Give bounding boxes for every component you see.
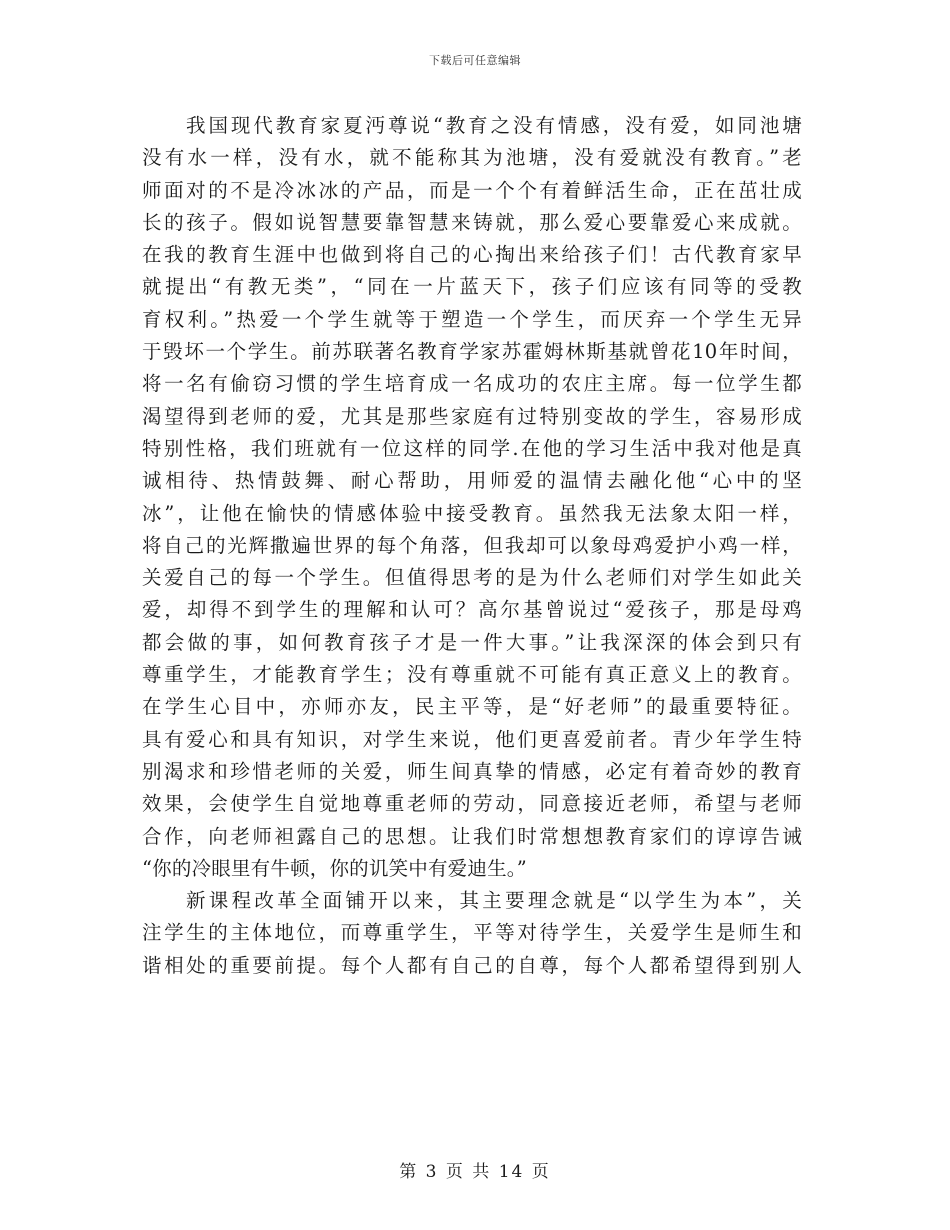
document-body (142, 110, 802, 982)
text-line: 诚相待、热情鼓舞、耐心帮助，用师爱的温情去融化他“心中的坚 (142, 469, 802, 493)
text-line: 没有水一样，没有水，就不能称其为池塘，没有爱就没有教育。”老 (142, 146, 802, 170)
text-line: 我国现代教育家夏沔尊说“教育之没有情感，没有爱，如同池塘 (186, 114, 802, 137)
text-line: 别渴求和珍惜老师的关爱，师生间真挚的情感，必定有着奇妙的教育 (142, 759, 802, 783)
text-line: 具有爱心和具有知识，对学生来说，他们更喜爱前者。青少年学生特 (142, 727, 802, 751)
page-number-footer: 第 3 页 共 14 页 (399, 1162, 551, 1182)
text-line: “你的冷眼里有牛顿，你的讥笑中有爱迪生。” (142, 856, 527, 880)
text-line: 新课程改革全面铺开以来，其主要理念就是“以学生为本”，关 (186, 889, 802, 913)
text-line: 在我的教育生涯中也做到将自己的心掏出来给孩子们！古代教育家早 (142, 243, 802, 267)
text-line: 效果，会使学生自觉地尊重老师的劳动，同意接近老师，希望与老师 (142, 792, 802, 816)
text-line: 将自己的光辉撒遍世界的每个角落，但我却可以象母鸡爱护小鸡一样， (142, 533, 802, 557)
text-line: 在学生心目中，亦师亦友，民主平等，是“好老师”的最重要特征。 (142, 695, 802, 719)
text-line: 将一名有偷窃习惯的学生培育成一名成功的农庄主席。每一位学生都 (142, 372, 802, 396)
text-line: 合作，向老师袒露自己的思想。让我们时常想想教育家们的谆谆告诫 (142, 824, 802, 848)
text-line: 谐相处的重要前提。每个人都有自己的自尊，每个人都希望得到别人 (142, 953, 802, 977)
text-line: 注学生的主体地位，而尊重学生，平等对待学生，关爱学生是师生和 (142, 921, 802, 945)
text-line: 长的孩子。假如说智慧要靠智慧来铸就，那么爱心要靠爱心来成就。 (142, 210, 802, 234)
text-line: 于毁坏一个学生。前苏联著名教育学家苏霍姆林斯基就曾花10年时间， (142, 340, 802, 364)
text-line: 关爱自己的每一个学生。但值得思考的是为什么老师们对学生如此关 (142, 566, 802, 590)
text-line: 师面对的不是冷冰冰的产品，而是一个个有着鲜活生命，正在茁壮成 (142, 178, 802, 202)
text-line: 爱，却得不到学生的理解和认可？高尔基曾说过“爱孩子，那是母鸡 (142, 598, 802, 622)
text-line: 都会做的事，如何教育孩子才是一件大事。”让我深深的体会到只有 (142, 630, 802, 654)
text-line: 育权利。”热爱一个学生就等于塑造一个学生，而厌弃一个学生无异 (142, 307, 802, 331)
text-line: 渴望得到老师的爱，尤其是那些家庭有过特别变故的学生，容易形成 (142, 404, 802, 428)
text-line: 特别性格，我们班就有一位这样的同学.在他的学习生活中我对他是真 (142, 436, 802, 460)
text-line: 冰”，让他在愉快的情感体验中接受教育。虽然我无法象太阳一样， (142, 501, 802, 525)
text-line: 尊重学生，才能教育学生；没有尊重就不可能有真正意义上的教育。 (142, 663, 802, 687)
page-header: 下载后可任意编辑 (429, 54, 521, 67)
text-line: 就提出“有教无类”，“同在一片蓝天下，孩子们应该有同等的受教 (142, 275, 802, 299)
